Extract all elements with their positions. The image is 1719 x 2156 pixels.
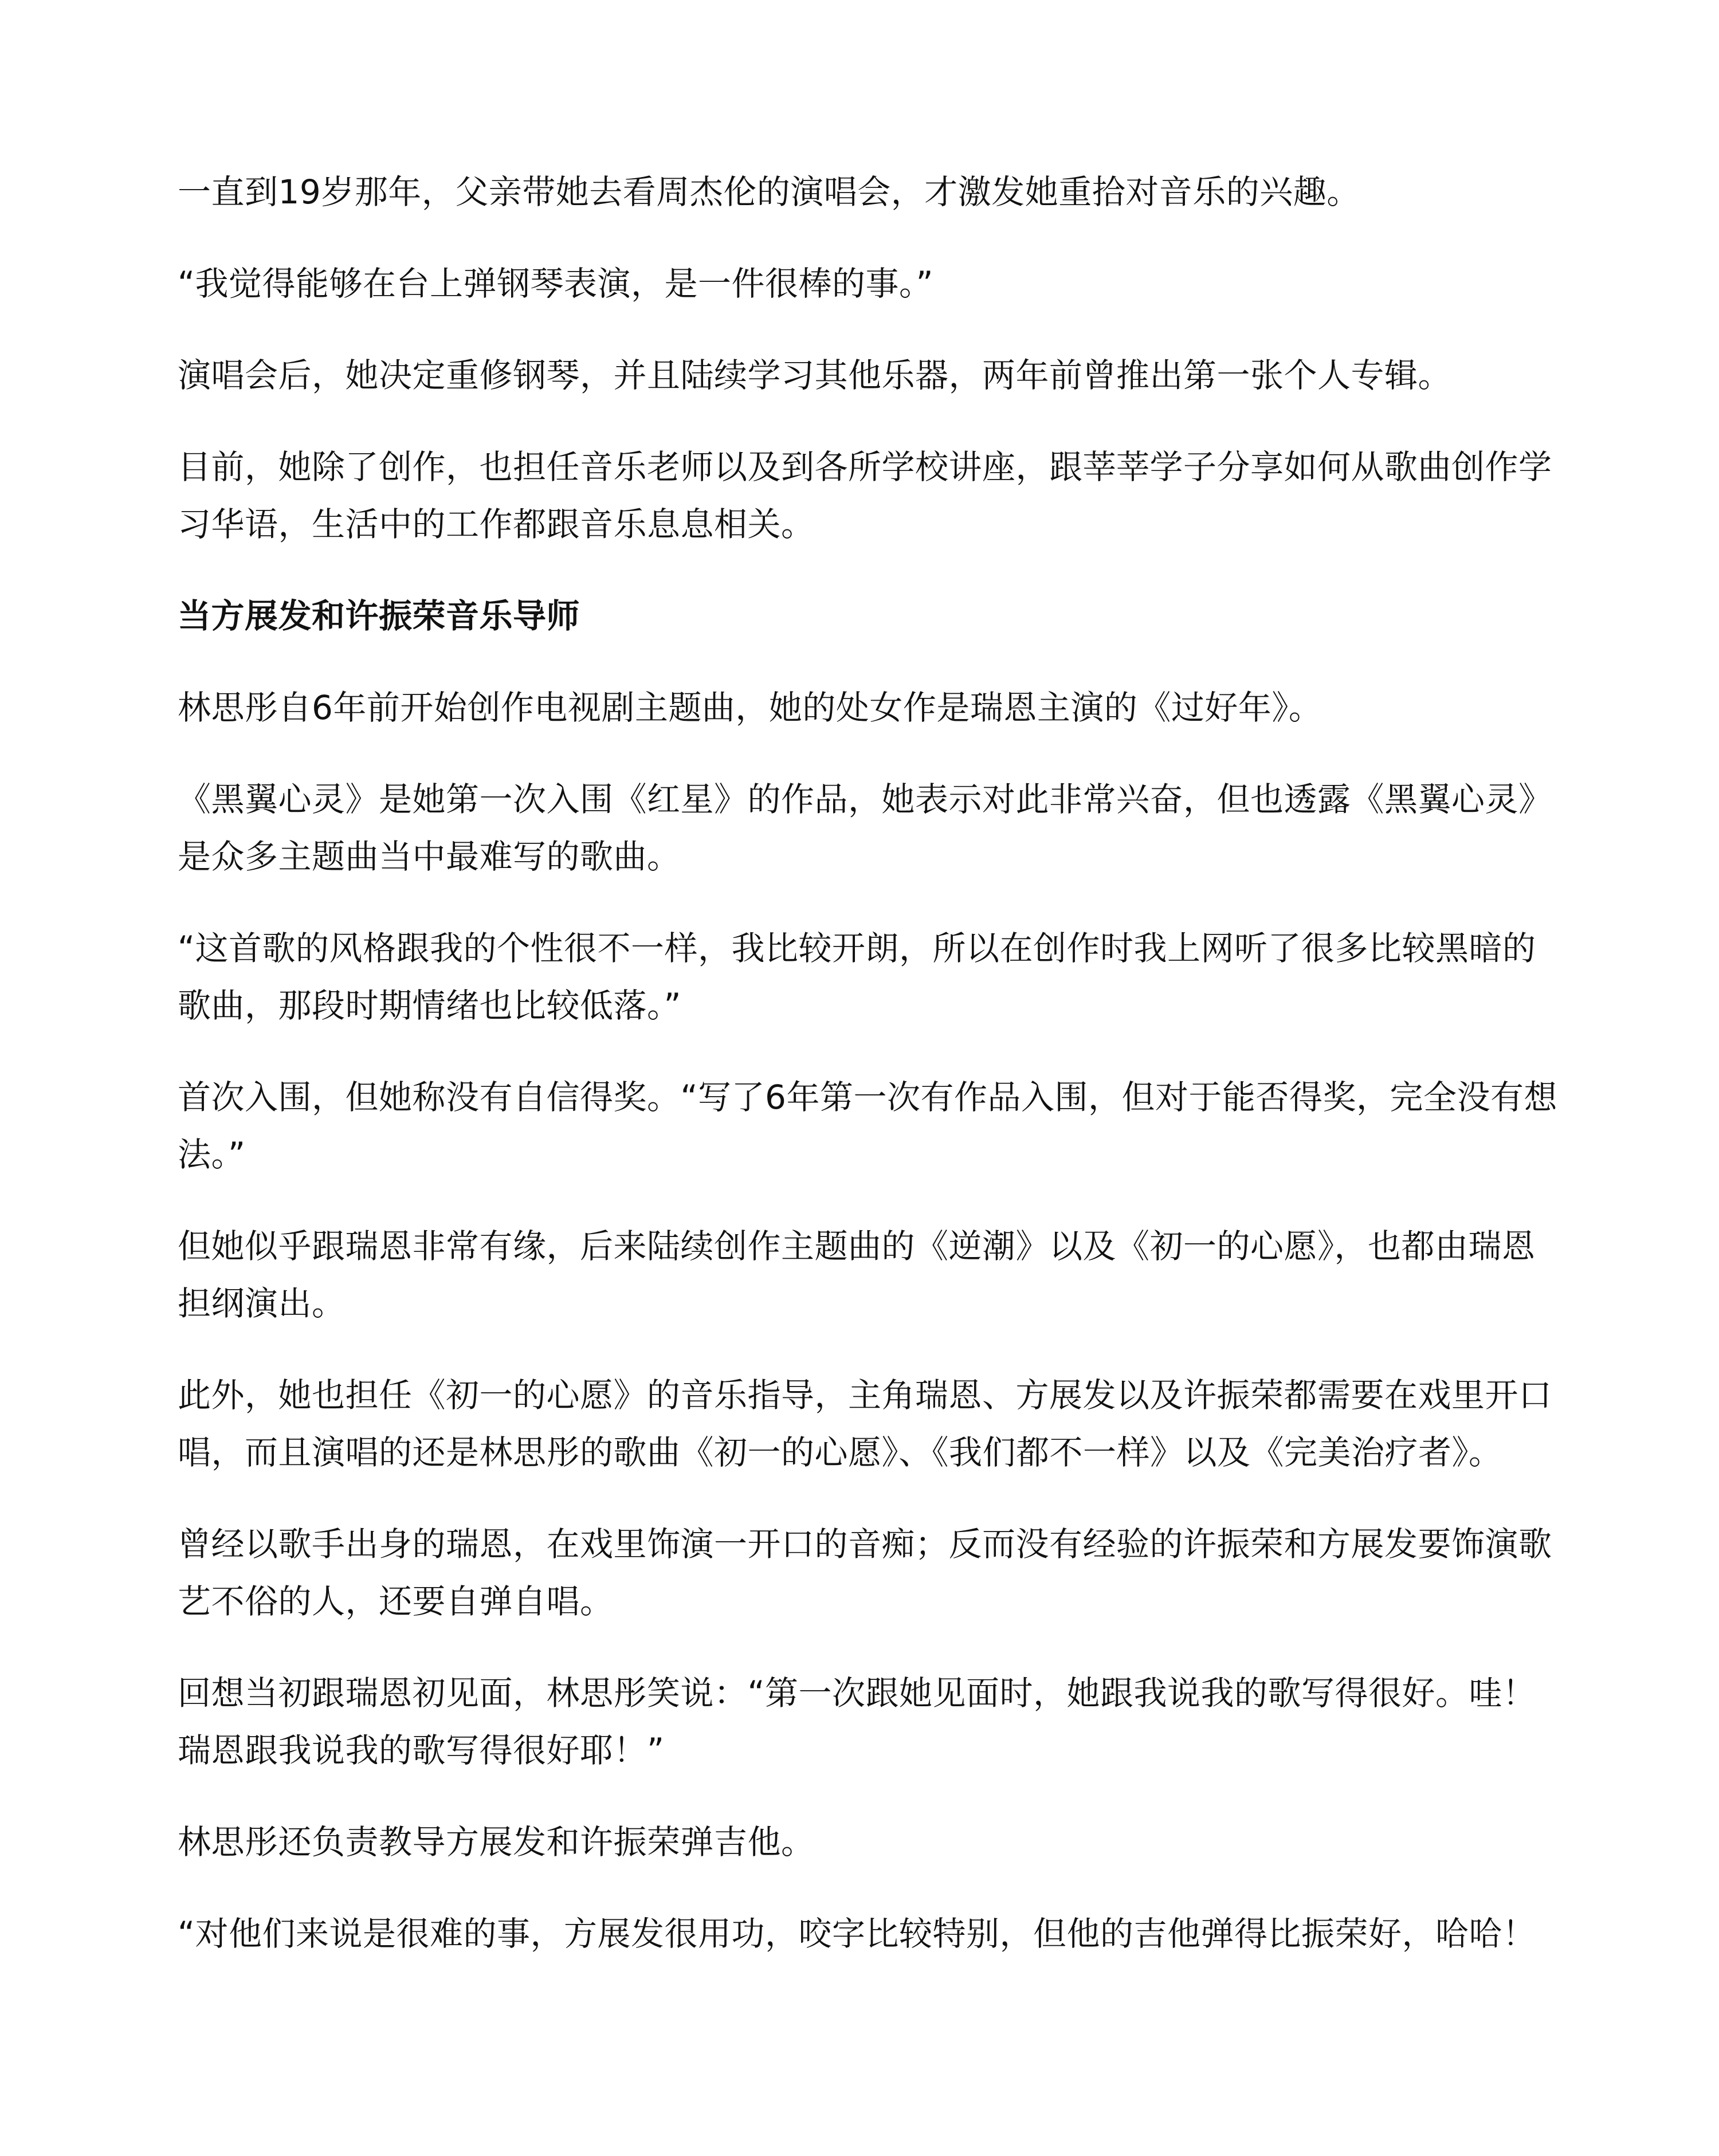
paragraph: “这首歌的风格跟我的个性很不一样，我比较开朗，所以在创作时我上网听了很多比较黑暗的歌曲，那段时期情绪也比较低落。”	[178, 929, 1536, 1025]
paragraph: 首次入围，但她称没有自信得奖。“写了6年第一次有作品入围，但对于能否得奖，完全没有想法。”	[178, 1078, 1557, 1174]
paragraph: “对他们来说是很难的事，方展发很用功，咬字比较特别，但他的吉他弹得比振荣好，哈哈！	[178, 1914, 1536, 1953]
section-heading: 当方展发和许振荣音乐导师	[178, 596, 580, 635]
paragraph: 但她似乎跟瑞恩非常有缘，后来陆续创作主题曲的《逆潮》以及《初一的心愿》，也都由瑞恩担纲演出。	[178, 1227, 1536, 1323]
paragraph: 《黑翼心灵》是她第一次入围《红星》的作品，她表示对此非常兴奋，但也透露《黑翼心灵》是众多主题曲当中最难写的歌曲。	[178, 780, 1552, 876]
paragraph: 曾经以歌手出身的瑞恩，在戏里饰演一开口的音痴；反而没有经验的许振荣和方展发要饰演歌艺不俗的人，还要自弹自唱。	[178, 1525, 1552, 1621]
paragraph: 一直到19岁那年，父亲带她去看周杰伦的演唱会，才激发她重拾对音乐的兴趣。	[178, 172, 1360, 211]
paragraph: “我觉得能够在台上弹钢琴表演，是一件很棒的事。”	[178, 264, 934, 303]
paragraph: 林思彤自6年前开始创作电视剧主题曲，她的处女作是瑞恩主演的《过好年》。	[178, 688, 1322, 727]
paragraph: 林思彤还负责教导方展发和许振荣弹吉他。	[178, 1823, 815, 1862]
article-body	[178, 163, 1564, 1997]
paragraph: 目前，她除了创作，也担任音乐老师以及到各所学校讲座，跟莘莘学子分享如何从歌曲创作学习华语，生活中的工作都跟音乐息息相关。	[178, 447, 1552, 544]
paragraph: 此外，她也担任《初一的心愿》的音乐指导，主角瑞恩、方展发以及许振荣都需要在戏里开口唱，而且演唱的还是林思彤的歌曲《初一的心愿》、《我们都不一样》以及《完美治疗者》。	[178, 1376, 1552, 1472]
paragraph: 演唱会后，她决定重修钢琴，并且陆续学习其他乐器，两年前曾推出第一张个人专辑。	[178, 356, 1452, 395]
paragraph: 回想当初跟瑞恩初见面，林思彤笑说：“第一次跟她见面时，她跟我说我的歌写得很好。哇！瑞恩跟我说我的歌写得很好耶！”	[178, 1674, 1536, 1770]
